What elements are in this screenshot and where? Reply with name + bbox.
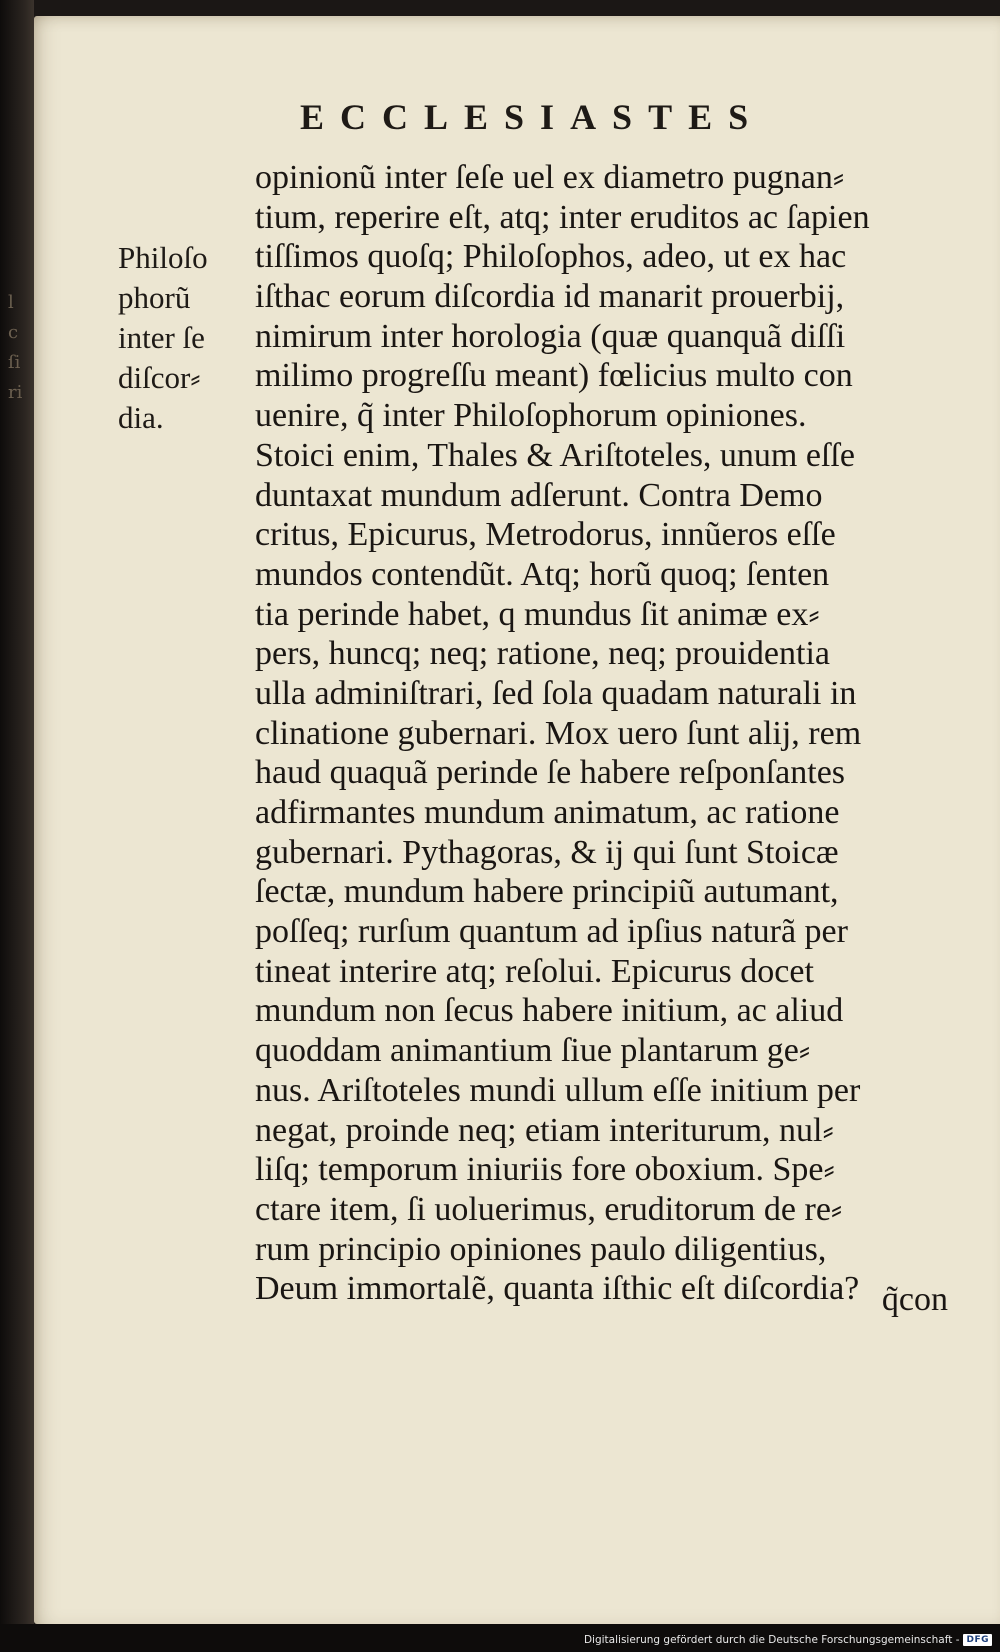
- text-line: milimo progreſſu meant) fœlicius multo con: [255, 357, 853, 395]
- footer-credit: [584, 1634, 992, 1646]
- text-line: tium, reperire eſt, atq; inter eruditos ac ſapien: [255, 198, 870, 236]
- gloss-line: diſcor⸗: [118, 360, 201, 395]
- gloss-line: Philoſo: [118, 240, 208, 275]
- text-line: nimirum inter horologia (quæ quanquã diſſi: [255, 317, 846, 355]
- running-head: ECCLESIASTES: [300, 97, 765, 137]
- text-line: ulla adminiſtrari, ſed ſola quadam naturali in: [255, 674, 857, 712]
- text-line: quoddam animantium ſiue plantarum ge⸗: [255, 1032, 811, 1070]
- margin-fragment: l: [8, 292, 14, 313]
- margin-fragment: ſi: [8, 352, 21, 373]
- text-line: negat, proinde neq; etiam interiturum, nul⸗: [255, 1111, 834, 1149]
- footer-text: Digitalisierung gefördert durch die Deutsche Forschungsgemeinschaft -: [583, 1634, 960, 1646]
- text-line: iſthac eorum diſcordia id manarit prouerbij,: [255, 278, 845, 316]
- text-line: pers, huncq; neq; ratione, neq; prouidentia: [255, 635, 830, 673]
- text-line: duntaxat mundum adſerunt. Contra Demo: [255, 476, 823, 514]
- text-line: liſq; temporum iniuriis fore oboxium. Spe⸗: [255, 1151, 835, 1189]
- text-line: nus. Ariſtoteles mundi ullum eſſe initium per: [255, 1071, 861, 1109]
- gloss-line: dia.: [118, 400, 164, 435]
- text-line: critus, Epicurus, Metrodorus, innũeros eſſe: [255, 516, 836, 554]
- book-left-edge: [0, 0, 34, 1652]
- dfg-logo: DFG: [963, 1634, 992, 1646]
- catchword: q̃con: [881, 1281, 948, 1318]
- text-line: rum principio opiniones paulo diligentius,: [255, 1230, 827, 1268]
- text-line: Stoici enim, Thales & Ariſtoteles, unum eſſe: [255, 436, 855, 474]
- text-line: mundum non ſecus habere initium, ac aliud: [255, 992, 844, 1030]
- text-line: tineat interire atq; reſolui. Epicurus docet: [255, 952, 814, 990]
- text-line: opinionũ inter ſeſe uel ex diametro pugnan⸗: [255, 159, 845, 196]
- text-line: ctare item, ſi uoluerimus, eruditorum de re⸗: [255, 1190, 843, 1228]
- margin-fragment: ri: [8, 382, 23, 403]
- text-line: ſectæ, mundum habere principiũ autumant,: [255, 873, 839, 911]
- text-line: uenire, q̃ inter Philoſophorum opiniones.: [255, 397, 807, 435]
- text-line: adfirmantes mundum animatum, ac ratione: [255, 794, 840, 831]
- margin-fragment: c: [8, 322, 19, 343]
- gloss-line: inter ſe: [118, 320, 205, 355]
- facing-page-fragments: [8, 288, 30, 458]
- text-line: haud quaquã perinde ſe habere reſponſantes: [255, 754, 846, 792]
- text-line: mundos contendũt. Atq; horũ quoq; ſenten: [255, 555, 830, 593]
- text-line: gubernari. Pythagoras, & ij qui ſunt Stoicæ: [255, 833, 839, 871]
- marginal-gloss: [118, 238, 246, 438]
- text-line: Deum immortalẽ, quanta iſthic eſt diſcordia?: [255, 1270, 860, 1308]
- text-line: clinatione gubernari. Mox uero ſunt alij, rem: [255, 714, 862, 752]
- text-line: poſſeq; rurſum quantum ad ipſius naturã per: [255, 913, 848, 951]
- text-line: tiſſimos quoſq; Philoſophos, adeo, ut ex hac: [255, 238, 847, 276]
- text-line: tia perinde habet, q mundus ſit animæ ex⸗: [255, 595, 820, 633]
- gloss-line: phorũ: [118, 280, 191, 315]
- body-text: [255, 158, 955, 1309]
